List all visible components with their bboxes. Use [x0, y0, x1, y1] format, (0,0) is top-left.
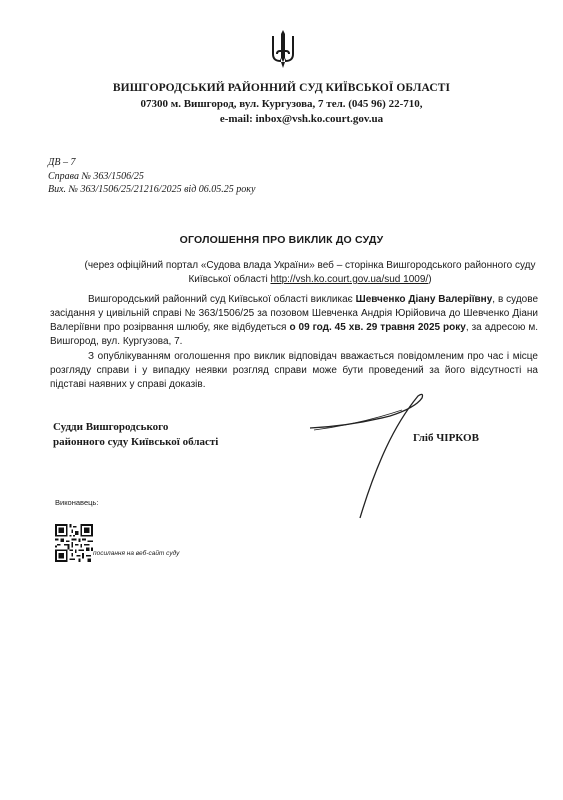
publication-note-close: ): [428, 274, 432, 285]
document-title: ОГОЛОШЕННЯ ПРО ВИКЛИК ДО СУДУ: [179, 234, 384, 246]
judge-title-line-1: Судди Вишгородського: [53, 421, 169, 433]
court-name: ВИШГОРОДСЬКИЙ РАЙОННИЙ СУД КИЇВСЬКОЇ ОБЛАСТІ: [112, 82, 451, 94]
outgoing-number: Вих. № 363/1506/25/21216/2025 від 06.05.25 року: [48, 184, 256, 195]
court-website-link[interactable]: http://vsh.ko.court.gov.ua/sud 1009/: [270, 274, 429, 285]
judge-title: [53, 420, 218, 450]
document-code: ДВ – 7: [48, 157, 76, 168]
summons-text-3: , за адресою м. Вишгород, вул. Кургузова, 7.: [50, 322, 538, 347]
summons-paragraph: [50, 293, 538, 349]
trident-emblem-icon: [270, 28, 296, 70]
notice-paragraph: З опублікуванням оголошення про виклик відповідач вважається повідомленим про час і місце розгляду справи і у випадку неявки розгляд справи може бути проведений за його відсутності на підставі наявних у справі доказів.: [50, 351, 538, 390]
court-email: e-mail: inbox@vsh.ko.court.gov.ua: [219, 113, 384, 125]
hearing-datetime: о 09 год. 45 хв. 29 травня 2025 року: [289, 322, 466, 333]
qr-caption: посилання на веб-сайт суду: [93, 550, 180, 557]
judge-name: Гліб ЧІРКОВ: [413, 432, 479, 444]
qr-code-icon[interactable]: [55, 524, 93, 562]
publication-note: [75, 259, 545, 287]
court-address: 07300 м. Вишгород, вул. Кургузова, 7 тел. (045 96) 22-710,: [140, 98, 423, 110]
publication-note-text: (через офіційний портал «Судова влада України» веб – сторінка Вишгородського районного суду Київської області: [84, 260, 536, 285]
summons-text-2: , в судове засідання у цивільній справі № 363/1506/25 за позовом Шевченка Андрія Юрійовича до Шевченко Діани Валеріївни про розірвання шлюбу, яке відбудеться: [50, 294, 539, 333]
executor-label: Виконавець:: [55, 498, 99, 507]
handwritten-signature: [290, 378, 450, 528]
summons-text-1: Вишгородський районний суд Київської області викликає: [88, 294, 356, 305]
judge-title-line-2: районного суду Київської області: [53, 436, 219, 448]
defendant-name: Шевченко Діану Валеріївну: [355, 294, 493, 305]
case-number: Справа № 363/1506/25: [48, 171, 144, 182]
